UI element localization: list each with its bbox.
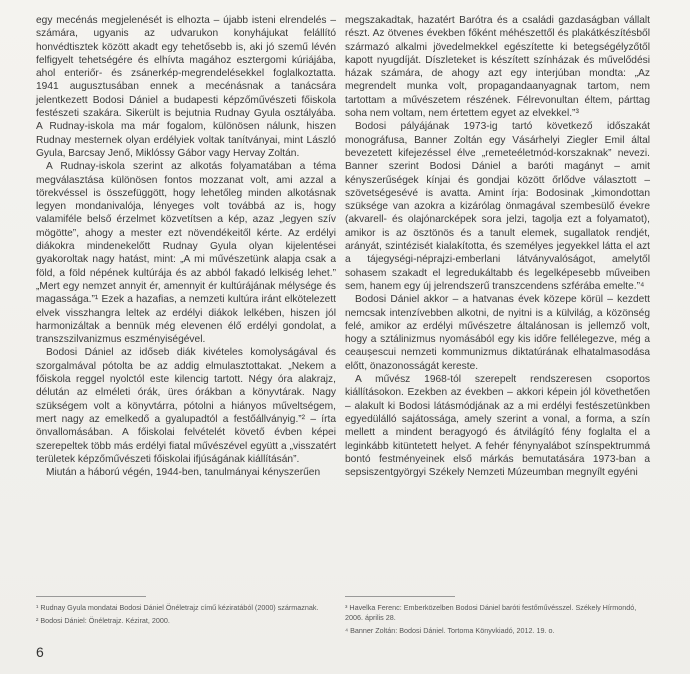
paragraph: Bodosi Dániel az időseb diák kivételes komolyságával és szorgalmával pótolta be az addig elmulasztottakat. „Nekem a főiskola reggel nyolctól este kilencig tartott. Négy óra alakrajz, délután az elméleti órák, üres órákban a könyvtárak. Nagy szükségem volt a könyvtárra, pótolni a hiányos műveltségem, mert nagy az emelkedő a gyalupadtól a festőállványig.”² – írta önvallomásában. A főiskolai felvételét követő évben képei szerepeltek több más erdélyi fiatal művészével együtt a „visszatért területek képzőművészeti főiskolai ifjúságának kiállításán”. (36, 347, 336, 465)
left-text-column (36, 14, 336, 479)
footnotes-right (345, 596, 645, 639)
footnote-rule (36, 596, 146, 597)
footnote-rule (345, 596, 455, 597)
footnote: ³ Havelka Ferenc: Emberközelben Bodosi Dániel baróti festőművésszel. Székely Hírmondó, 2006. április 28. (345, 603, 637, 622)
paragraph: egy mecénás megjelenését is elhozta – újabb isteni elrendelés – számára, ugyanis az udvarukon konyhájukat felállító honvédtisztek között akadt egy tehetősebb is, aki jó szemű lévén felfigyelt tehetségére és elhívta magához esztergomi kúriájába, ahol enteriőr- és zsánerkép-megrendelésekkel foglalkoztatta. 1941 augusztusában ennek a mecénásnak a tanácsára jelentkezett Bodosi Dániel a budapesti képzőművészeti főiskola festészeti szakára. Sikerült is bejutnia Rudnay Gyula osztályába. A Rudnay-iskola ma már fogalom, különösen nálunk, hiszen Rudnay mesternek olyan erdélyiek voltak tanítványai, mint László Gyula, Barcsay Jenő, Miklóssy Gábor vagy Hervay Zoltán. (36, 15, 336, 159)
paragraph: Bodosi pályájának 1973-ig tartó következő időszakát monográfusa, Banner Zoltán egy Vásárhelyi Ziegler Emil által bevezetett kifejezéssel élve „remeteéletmód-korszaknak” nevezi. Banner szerint Bodosi Dániel a baróti magányt – amit kényszerűségek kínjai és gondjai között őrlődve választott – szövetségesévé is avatta. Amint írja: Bodosinak „kimondottan szüksége van azokra a kizárólag önmagával szembesülő évekre (akvarell- és olajónarcképek sora jelzi, tagolja ezt a folyamatot), amikor is az ösztönös és a tanult elemek, sugallatok rendjét, arányát, szintézisét kialakította, és személyes jegyekkel látta el azt a tájegységi-néprajzi-emberlani látványvalóságot, amelytől sohasem szakadt el legredukáltabb és legelképesebb műveiben sem, hanem egy új jelrendszerű transzcendens szférába emelte.”⁴ (345, 121, 650, 292)
paragraph: megszakadtak, hazatért Barótra és a családi gazdaságban vállalt részt. Az ötvenes években főként méhészettől és plakátkészítésből származó alkalmi jövedelmekkel egészítette ki betegségélyzőtől kapott nyugdíját. Díszleteket is készített színházak és művelődési házak számára, de ahogy azt egy interjúban mondta: „Az megrendelt munka volt, propagandaanyagnak tartom, nem tartottam a művészetem részének. Félrevonultan éltem, párttag soha nem voltam, nem értettem egyet az elvekkel.”³ (345, 15, 650, 120)
page-number: 6 (36, 644, 44, 660)
footnotes-left (36, 596, 336, 629)
footnote: ⁴ Banner Zoltán: Bodosi Dániel. Tortoma Könyvkiadó, 2012. 19. o. (345, 626, 555, 635)
paragraph: Miután a háború végén, 1944-ben, tanulmányai kényszerűen (46, 467, 321, 479)
footnote: ¹ Rudnay Gyula mondatai Bodosi Dániel Önéletrajz című kéziratából (2000) származnak. (36, 603, 319, 612)
right-text-column (345, 14, 650, 479)
paragraph: A Rudnay-iskola szerint az alkotás folyamatában a téma megválasztása különösen fontos mozzanat volt, ami azzal a törekvéssel is összefüggött, hogy lehetőleg minden alkotásnak legyen mondanivalója, lényeges volt továbbá az is, hogy valamiféle belső érzelmet közvetítsen a kép, azaz „legyen szív mögötte”, ahogy a mester ezt növendékeitől kérte. Az erdélyi diákokra mindenekelőtt Rudnay Gyula olyan kijelentései gyakoroltak nagy hatást, mint: „A mi művészetünk alapja csak a föld, a föld népének kultúrája és az abból fakadó lelkiség lehet.” „Mert egy nemzet annyit ér, amennyit ér kultúrájának mélysége és magassága.”¹ Ezek a hazafias, a nemzeti kultúra iránt elkötelezett elvek visszhangra leltek az erdélyi diákok lelkében, hiszen jól harmonizáltak a bennük még elevenen élő erdélyi gondolat, a transzszilvanizmus eszményiségével. (36, 161, 336, 346)
footnote: ² Bodosi Dániel: Önéletrajz. Kézirat, 2000. (36, 616, 170, 625)
paragraph: A művész 1968-tól szerepelt rendszeresen csoportos kiállításokon. Ezekben az években – akkori képein jól követhetően – alakult ki Bodosi látásmódjának az a mi erdélyi festészetünkben egyedülálló sajátossága, amely szerint a vonal, a forma, a szín mellett a mindent beragyogó és átvilágító fény foglalta el a leginkább kitüntetett helyet. A fehér fénynyalábot színspektrummá bontó festményeinek első márkás bemutatására 1973-ban a sepsiszentgyörgyi Székely Nemzeti Múzeumban megnyílt egyéni (345, 374, 650, 479)
paragraph: Bodosi Dániel akkor – a hatvanas évek közepe körül – kezdett nemcsak intenzívebben alkotni, de nyitni is a külvilág, a közönség felé, amikor az erdélyi művészetre általánosan is jellemző volt, hogy a sztálinizmus nyomásából egy kis időre fellélegezve, még a ceaușescui nemzeti kommunizmus diktatúrának elhatalmasodása előtt, önazonosságát kereste. (345, 294, 650, 372)
